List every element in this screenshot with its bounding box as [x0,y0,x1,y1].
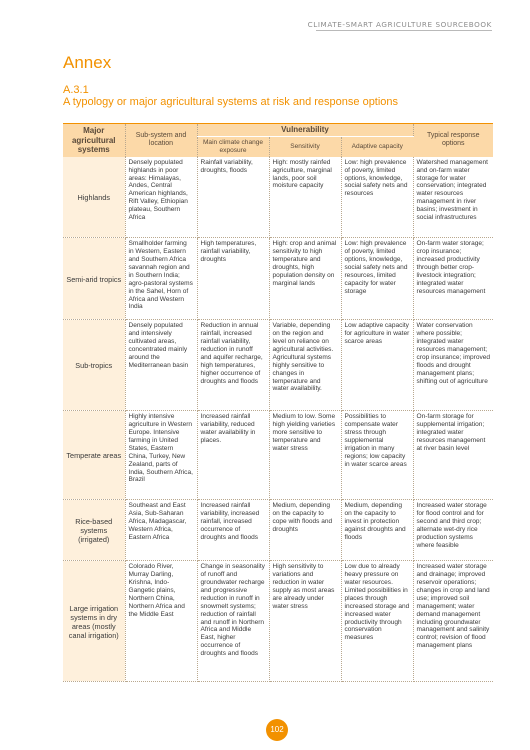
header-exposure: Main climate change exposure [197,136,269,156]
row-exposure: Reduction in annual rainfall, increased rainfall variability, reduction in runoff and aquifer recharge, high temperatures, higher occurrence of droughts and floods [197,320,269,411]
row-response: On-farm water storage; crop insurance; increased productivity through better crop-livestock integration; integrated water resources management [413,238,493,320]
row-exposure: Change in seasonality of runoff and groundwater recharge and progressive reduction in runoff in snowmelt systems; reduction of rainfall and runoff in Northern Africa and Middle East, higher occurrence of droughts and floods [197,561,269,682]
row-subsystem: Densely populated highlands in poor areas: Himalayas, Andes, Central American highlands, Rift Valley, Ethiopian plateau, Southern Africa [125,157,197,238]
header-sensitivity: Sensitivity [269,136,341,156]
row-system: Rice-based systems (irrigated) [63,500,125,561]
row-system: Sub-tropics [63,320,125,411]
row-adaptive-capacity: Low adaptive capacity for agriculture in water scarce areas [341,320,413,411]
row-system: Semi-arid tropics [63,238,125,320]
row-sensitivity: Medium, depending on the capacity to cope with floods and droughts [269,500,341,561]
table-row [63,500,493,561]
header-response-options: Typical response options [413,124,493,157]
row-system: Temperate areas [63,411,125,500]
header-vulnerability: Vulnerability [197,124,413,137]
section-title: A typology or major agricultural systems at risk and response options [63,96,399,108]
row-system: Large irrigation systems in dry areas (mostly canal irrigation) [63,561,125,682]
header-divider [316,30,492,31]
row-system: Highlands [63,157,125,238]
row-sensitivity: High: crop and animal sensitivity to high temperature and droughts, high population density on marginal lands [269,238,341,320]
row-sensitivity: Variable, depending on the region and level on reliance on agricultural activities. Agricultural systems highly sensitive to changes in temperature and water availability. [269,320,341,411]
row-response: On-farm storage for supplemental irrigation; integrated water resources management at river basin level [413,411,493,500]
annex-title: Annex [63,53,112,72]
typology-table [63,123,493,682]
row-sensitivity: High: mostly rainfed agriculture, marginal lands, poor soil moisture capacity [269,157,341,238]
header-major-systems: Major agricultural systems [63,124,125,157]
table-row [63,411,493,500]
row-subsystem: Densely populated and intensively cultivated areas, concentrated mainly around the Mediterranean basin [125,320,197,411]
row-response: Increased water storage and drainage; improved reservoir operations; changes in crop and land use; improved soil management; water demand management including groundwater management and salinity control; revision of flood management plans [413,561,493,682]
running-head: CLIMATE-SMART AGRICULTURE SOURCEBOOK [307,20,492,29]
table-row [63,561,493,682]
row-response: Increased water storage for flood control and for second and third crop; alternate wet-dry rice production systems where feasible [413,500,493,561]
row-subsystem: Smallholder farming in Western, Eastern and Southern Africa savannah region and in Southern India; agro-pastoral systems in the Sahel, Horn of Africa and Western India [125,238,197,320]
table-row [63,157,493,238]
row-response: Water conservation where possible; integrated water resources management; crop insurance; improved floods and drought management plans; shifting out of agriculture [413,320,493,411]
row-adaptive-capacity: Possibilities to compensate water stress through supplemental irrigation in many regions; low capacity in water scarce areas [341,411,413,500]
row-sensitivity: Medium to low. Some high yielding varieties more sensitive to temperature and water stress [269,411,341,500]
page-number: 102 [266,719,288,741]
row-subsystem: Highly intensive agriculture in Western Europe. Intensive farming in United States, Eastern China, Turkey, New Zealand, parts of India, Southern Africa, Brazil [125,411,197,500]
row-exposure: High temperatures, rainfall variability, droughts [197,238,269,320]
row-exposure: Increased rainfall variability, increased rainfall, increased occurrence of droughts and floods [197,500,269,561]
row-adaptive-capacity: Medium, depending on the capacity to invest in protection against droughts and floods [341,500,413,561]
table-row [63,238,493,320]
row-exposure: Rainfall variability, droughts, floods [197,157,269,238]
row-subsystem: Colorado River, Murray Darling, Krishna, Indo-Gangetic plains, Northern China, Northern Africa and the Middle East [125,561,197,682]
row-exposure: Increased rainfall variability, reduced water availability in places. [197,411,269,500]
row-subsystem: Southeast and East Asia, Sub-Saharan Africa, Madagascar, Western Africa, Eastern Africa [125,500,197,561]
row-adaptive-capacity: Low: high prevalence of poverty, limited options, knowledge, social safety nets and resources [341,157,413,238]
row-sensitivity: High sensitivity to variations and reduction in water supply as most areas are already under water stress [269,561,341,682]
row-adaptive-capacity: Low: high prevalence of poverty, limited options, knowledge, social safety nets and resources, limited capacity for water storage [341,238,413,320]
row-response: Watershed management and on-farm water storage for water conservation; integrated water resources management in river basins; investment in social infrastructures [413,157,493,238]
row-adaptive-capacity: Low due to already heavy pressure on water resources. Limited possibilities in places through increased storage and increased water productivity through conservation measures [341,561,413,682]
table-row [63,320,493,411]
header-adaptive-capacity: Adaptive capacity [341,136,413,156]
section-number: A.3.1 [63,84,89,96]
header-subsystem-location: Sub-system and location [125,124,197,157]
